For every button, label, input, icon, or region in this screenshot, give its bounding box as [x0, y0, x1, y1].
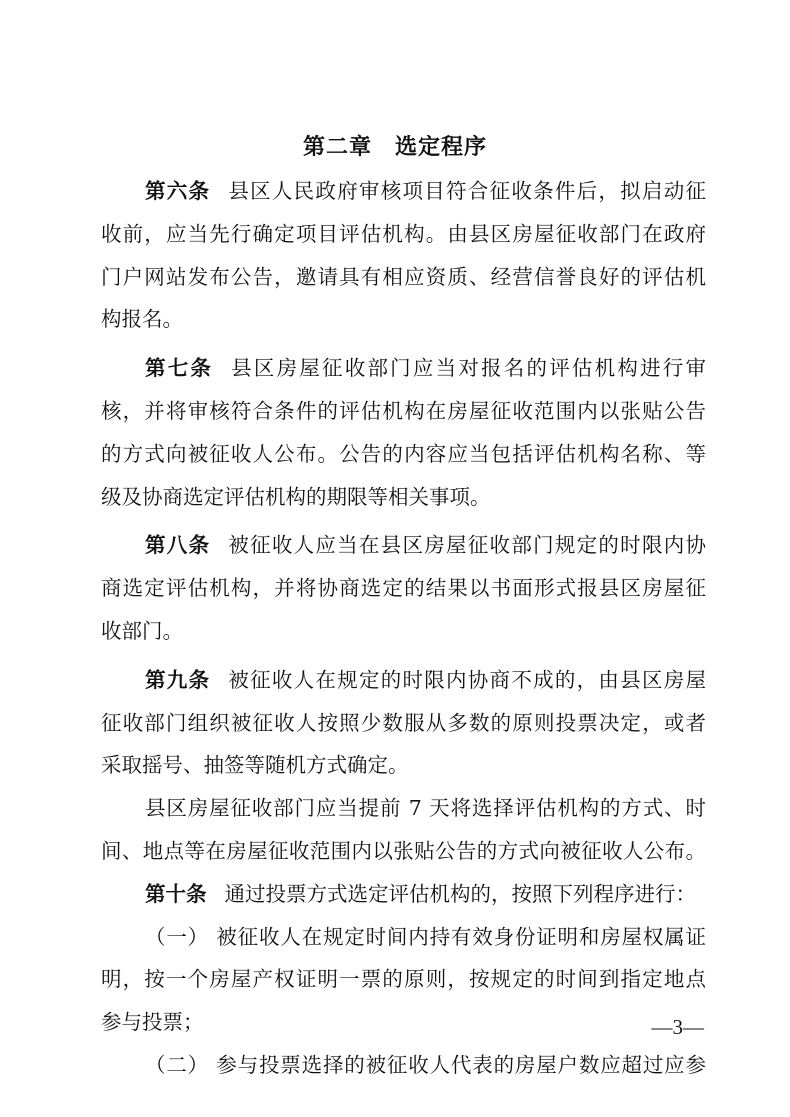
document-body [101, 170, 706, 1087]
paragraph-line: 参与投票； [101, 1010, 204, 1035]
article-7 [101, 347, 706, 518]
paragraph-line: 间、地点等在房屋征收范围内以张贴公告的方式向被征收人公布。 [101, 838, 706, 863]
article-9-paragraph-2 [101, 787, 706, 873]
paragraph-line: 的方式向被征收人公布。公告的内容应当包括评估机构名称、等 [101, 441, 706, 466]
paragraph-line: 第七条 县区房屋征收部门应当对报名的评估机构进行审 [145, 356, 707, 381]
article-title: 第九条 [145, 667, 211, 692]
paragraph-line: 门户网站发布公告，邀请具有相应资质、经营信誉良好的评估机 [101, 264, 706, 289]
paragraph-line: 明，按一个房屋产权证明一票的原则，按规定的时间到指定地点 [101, 967, 706, 992]
article-10 [101, 873, 706, 916]
article-8 [101, 524, 706, 652]
article-title: 第十条 [145, 881, 207, 906]
paragraph-line: 采取摇号、抽签等随机方式确定。 [101, 753, 409, 778]
paragraph-line: 第八条 被征收人应当在县区房屋征收部门规定的时限内协 [145, 533, 706, 558]
paragraph-line: 核，并将审核符合条件的评估机构在房屋征收范围内以张贴公告 [101, 398, 706, 423]
article-title: 第六条 [145, 179, 211, 203]
paragraph-line: （二） 参与投票选择的被征收人代表的房屋户数应超过应参 [145, 1052, 706, 1077]
article-title: 第八条 [145, 533, 211, 558]
paragraph-line: 收部门。 [101, 618, 183, 643]
article-10-item-1 [101, 916, 706, 1044]
paragraph-line: 县区房屋征收部门应当提前 7 天将选择评估机构的方式、时 [145, 796, 706, 821]
page-number: —3— [651, 1015, 704, 1039]
paragraph-line: （一） 被征收人在规定时间内持有效身份证明和房屋权属证 [145, 924, 706, 949]
article-title: 第七条 [145, 356, 214, 381]
chapter-title: 第二章 选定程序 [302, 135, 487, 160]
paragraph-line: 第六条 县区人民政府审核项目符合征收条件后，拟启动征 [145, 179, 706, 203]
paragraph-line: 级及协商选定评估机构的期限等相关事项。 [101, 484, 491, 509]
paragraph-line: 第十条 通过投票方式选定评估机构的，按照下列程序进行： [145, 881, 696, 906]
paragraph-line: 收前，应当先行确定项目评估机构。由县区房屋征收部门在政府 [101, 221, 706, 246]
article-9 [101, 659, 706, 787]
paragraph-line: 征收部门组织被征收人按照少数服从多数的原则投票决定，或者 [101, 710, 706, 735]
paragraph-line: 第九条 被征收人在规定的时限内协商不成的，由县区房屋 [145, 667, 706, 692]
article-6 [101, 170, 706, 341]
paragraph-line: 商选定评估机构，并将协商选定的结果以书面形式报县区房屋征 [101, 576, 706, 601]
article-10-item-2 [101, 1044, 706, 1087]
paragraph-line: 构报名。 [101, 307, 183, 332]
